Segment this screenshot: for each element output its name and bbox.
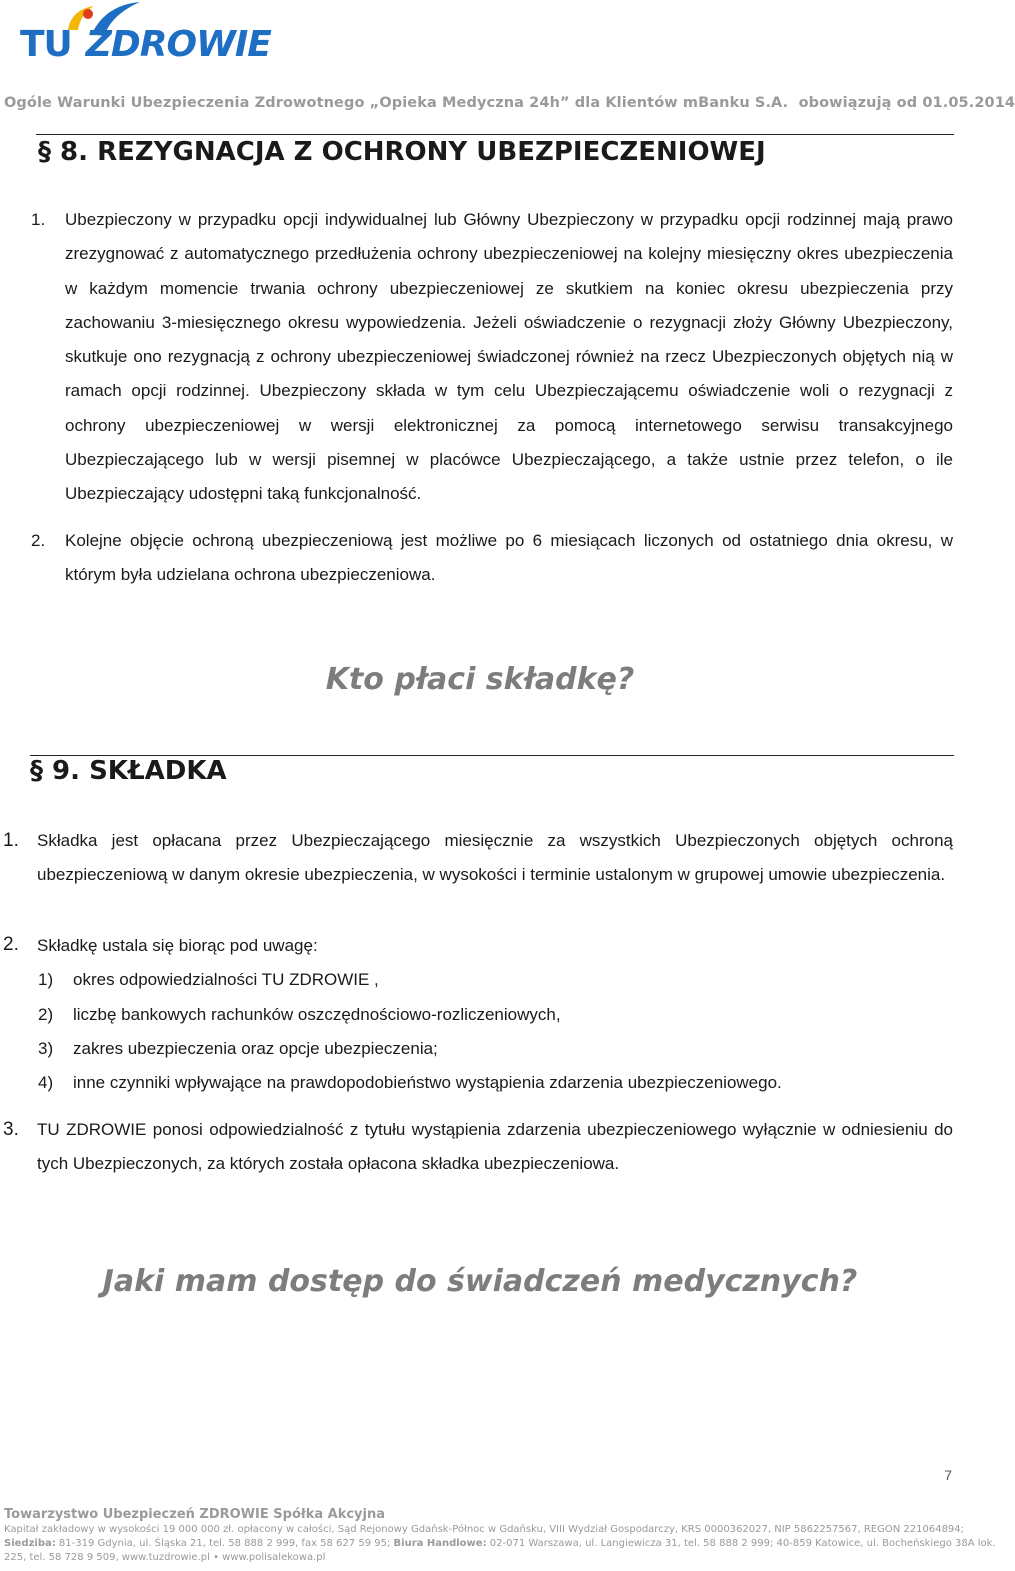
subitem-4-text: inne czynniki wpływające na prawdopodobieństwo wystąpienia zdarzenia ubezpieczeniowego. (73, 1073, 782, 1092)
footer-company: Towarzystwo Ubezpieczeń ZDROWIE Spółka Akcyjna (4, 1507, 386, 1522)
question-medical-access: Jaki mam dostęp do świadczeń medycznych? (102, 1264, 858, 1299)
footer-line-2: Kapitał zakładowy w wysokości 19 000 000 zł. opłacony w całości, Sąd Rejonowy Gdańsk-Północ w Gdańsku, VIII Wydział Gospodarczy, KRS 0000362027, NIP 5862257567, REGON 221064894; (4, 1524, 965, 1535)
subitem-2-number: 2) (38, 1005, 54, 1024)
page-number: 7 (944, 1467, 952, 1483)
section-9-item-1-text: Składka jest opłacana przez Ubezpieczającego miesięcznie za wszystkich Ubezpieczonych objętych ochroną ubezpieczeniową w danym okresie ubezpieczenia, w wysokości i terminie ustalonym w grupowej umowie ubezpieczenia. (37, 831, 953, 885)
section-9-item-1-number: 1. (3, 830, 19, 851)
subitem-1-number: 1) (38, 970, 54, 989)
tu-zdrowie-logo (10, 2, 280, 70)
section-9-title: § 9. SKŁADKA (30, 756, 227, 786)
section-8-title: § 8. REZYGNACJA Z OCHRONY UBEZPIECZENIOWEJ (38, 137, 766, 167)
document-header: Ogóle Warunki Ubezpieczenia Zdrowotnego „Opieka Medyczna 24h” dla Klientów mBanku S.A. obowiązują od 01.05.2014 (4, 95, 1015, 111)
subitem-3-text: zakres ubezpieczenia oraz opcje ubezpieczenia; (73, 1039, 438, 1058)
section-8-rule (36, 134, 954, 135)
footer-line-3: Siedziba: 81-319 Gdynia, ul. Śląska 21, tel. 58 888 2 999, fax 58 627 59 95; Biura Handlowe: 02-071 Warszawa, ul. Langiewicza 31, tel. 58 888 2 999; 40-859 Katowice, ul. Bocheńskiego 38A lok. (4, 1538, 996, 1549)
question-who-pays: Kto płaci składkę? (325, 662, 635, 697)
section-9-item-3-number: 3. (3, 1119, 19, 1140)
section-9-item-2-text: Składkę ustala się biorąc pod uwagę: (37, 936, 318, 955)
section-9-item-2-number: 2. (3, 934, 19, 955)
section-8-item-2-number: 2. (31, 531, 46, 550)
subitem-1-text: okres odpowiedzialności TU ZDROWIE , (73, 970, 379, 989)
footer-line-4: 225, tel. 58 728 9 509, www.tuzdrowie.pl • www.polisalekowa.pl (4, 1552, 326, 1563)
section-8-item-2-text: Kolejne objęcie ochroną ubezpieczeniową jest możliwe po 6 miesiącach liczonych od ostatniego dnia okresu, w którym była udzielana ochrona ubezpieczeniowa. (65, 531, 953, 585)
section-8-item-1-number: 1. (31, 210, 46, 229)
logo-wordmark: TU ZDROWIE (20, 24, 271, 65)
section-9-item-3-text: TU ZDROWIE ponosi odpowiedzialność z tytułu wystąpienia zdarzenia ubezpieczeniowego wyłącznie w odniesieniu do tych Ubezpieczonych, za których została opłacona składka ubezpieczeniowa. (37, 1120, 953, 1174)
subitem-4-number: 4) (38, 1073, 54, 1092)
subitem-2-text: liczbę bankowych rachunków oszczędnościowo-rozliczeniowych, (73, 1005, 561, 1024)
section-8-item-1-text: Ubezpieczony w przypadku opcji indywidualnej lub Główny Ubezpieczony w przypadku opcji rodzinnej mają prawo zrezygnować z automatycznego przedłużenia ochrony ubezpieczeniowej na kolejny miesięczny okres ubezpieczenia w każdym momencie trwania ochrony ubezpieczeniowej ze skutkiem na koniec okresu ubezpieczenia przy zachowaniu 3-miesięcznego okresu wypowiedzenia. Jeżeli oświadczenie o rezygnacji złoży Główny Ubezpieczony, skutkuje ono rezygnacją z ochrony ubezpieczeniowej świadczonej również na rzecz Ubezpieczonych objętych nią w ramach opcji rodzinnej. Ubezpieczony składa w tym celu Ubezpieczającemu oświadczenie woli o rezygnacji z ochrony ubezpieczeniowej w wersji elektronicznej za pomocą internetowego serwisu transakcyjnego Ubezpieczającego lub w wersji pisemnej w placówce Ubezpieczającego, a także ustnie przez telefon, o ile Ubezpieczający udostępni taką funkcjonalność. (65, 210, 953, 504)
subitem-3-number: 3) (38, 1039, 54, 1058)
